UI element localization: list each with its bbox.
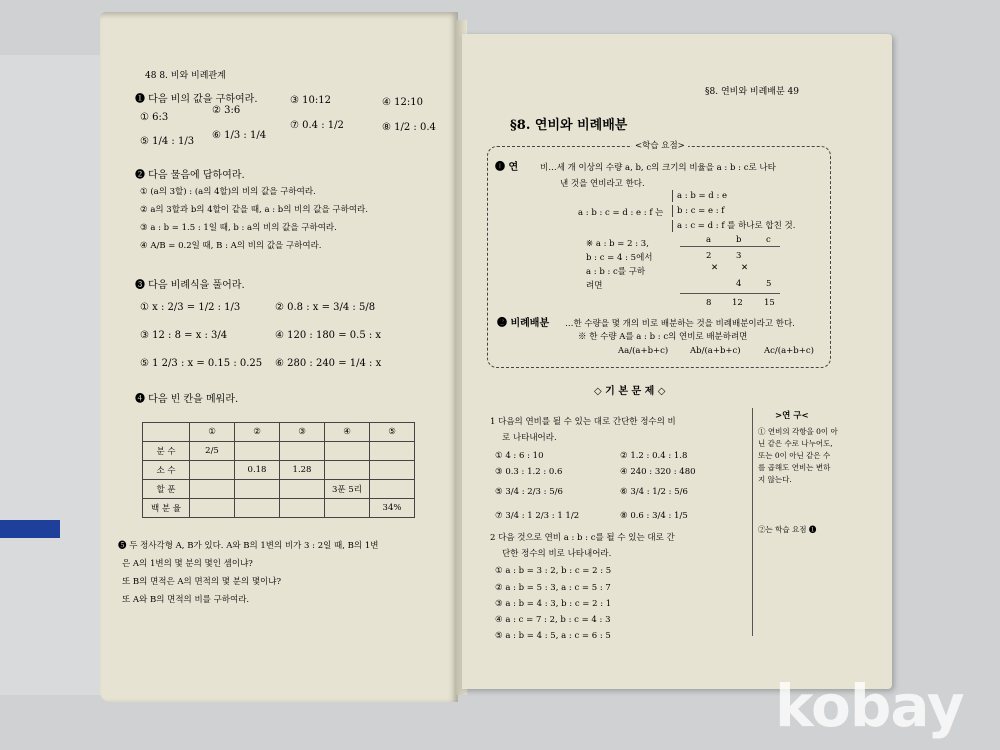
table-col-header: ⑤ — [370, 423, 415, 442]
exercise1-item: ③ 0.3 : 1.2 : 0.6 — [495, 467, 563, 477]
exercise2-item: ② a : b = 5 : 3, a : c = 5 : 7 — [495, 583, 611, 593]
table-corner — [143, 423, 190, 442]
q3-item: ⑥ 280 : 240 = 1/4 : x — [275, 358, 382, 369]
formula-rhs: b : c = e : f — [672, 205, 724, 217]
q3-item: ② 0.8 : x = 3/4 : 5/8 — [275, 302, 376, 313]
table-col-header: ④ — [325, 423, 370, 442]
table-cell — [325, 461, 370, 480]
table-cell — [280, 499, 325, 518]
exercise1-item: ⑥ 3/4 : 1/2 : 5/6 — [620, 487, 688, 497]
q3-item: ③ 12 : 8 = x : 3/4 — [140, 330, 228, 341]
q3-intro: ❸ 다음 비례식을 풀어라. — [135, 280, 245, 291]
exercise2-item: ① a : b = 3 : 2, b : c = 2 : 5 — [495, 566, 612, 576]
exercise1-line: 1 다음의 연비를 될 수 있는 대로 간단한 정수의 비 — [490, 417, 676, 427]
table-cell — [235, 499, 280, 518]
research-line: ① 연비의 각항을 0이 아 — [758, 427, 838, 436]
q2-line: ① (a의 3할) : (a의 4할)의 비의 값을 구하여라. — [140, 187, 316, 197]
exercise2-line: 2 다음 것으로 연비 a : b : c를 될 수 있는 대로 간 — [490, 533, 675, 543]
table-row — [143, 442, 415, 461]
diagram-cross-icon: ✕ — [741, 263, 749, 273]
diagram-result: 12 — [732, 298, 743, 308]
book-cover — [0, 55, 110, 695]
fill-table — [142, 422, 415, 518]
diagram-value: 2 — [706, 251, 712, 261]
q2-line: ② a의 3할과 b의 4할이 같을 때, a : b의 비의 값을 구하여라. — [140, 205, 368, 215]
q2-line: ④ A/B = 0.2일 때, B : A의 비의 값을 구하여라. — [140, 241, 322, 251]
example-line: b : c = 4 : 5에서 — [586, 253, 653, 263]
exercise1-item: ⑦ 3/4 : 1 2/3 : 1 1/2 — [495, 511, 580, 521]
cover-stripe — [0, 520, 60, 538]
table-header-row — [143, 423, 415, 442]
point2-text: …한 수량을 몇 개의 비로 배분하는 것을 비례배분이라고 한다. — [565, 319, 795, 329]
exercise2-line: 단한 정수의 비로 나타내어라. — [502, 549, 612, 559]
exercise2-item: ③ a : b = 4 : 3, b : c = 2 : 1 — [495, 599, 612, 609]
q1-item: ① 6:3 — [140, 112, 169, 123]
diagram-rule — [680, 293, 780, 294]
q1-item: ⑧ 1/2 : 0.4 — [382, 122, 436, 133]
table-row — [143, 499, 415, 518]
formula-lhs: a : b : c = d : e : f 는 — [578, 208, 664, 218]
table-cell: 34% — [370, 499, 415, 518]
exercise1-item: ④ 240 : 320 : 480 — [620, 467, 696, 477]
point2-frac: Aa/(a+b+c) — [618, 346, 669, 356]
diagram-label: b — [736, 235, 742, 245]
q3-item: ⑤ 1 2/3 : x = 0.15 : 0.25 — [140, 358, 263, 369]
exercise2-item: ④ a : c = 7 : 2, b : c = 4 : 3 — [495, 615, 611, 625]
q4-intro: ❹ 다음 빈 칸을 메워라. — [135, 394, 239, 405]
exercise1-item: ② 1.2 : 0.4 : 1.8 — [620, 451, 688, 461]
q1-item: ⑤ 1/4 : 1/3 — [140, 136, 195, 147]
table-row — [143, 461, 415, 480]
table-cell — [370, 480, 415, 499]
q1-item: ④ 12:10 — [382, 97, 423, 108]
table-cell — [235, 442, 280, 461]
q2-line: ③ a : b = 1.5 : 1일 때, b : a의 비의 값을 구하여라. — [140, 223, 337, 233]
exercise1-item: ⑤ 3/4 : 2/3 : 5/6 — [495, 487, 563, 497]
table-cell — [370, 461, 415, 480]
diagram-result: 15 — [764, 298, 775, 308]
research-line: 를 곱해도 연비는 변하 — [758, 463, 831, 472]
point1-head: ❶ 연 — [495, 162, 519, 173]
q5-line: 또 A와 B의 면적의 비를 구하여라. — [122, 595, 250, 605]
diagram-value: 4 — [736, 279, 742, 289]
watermark-logo: kobay — [775, 672, 964, 740]
q2-intro: ❷ 다음 물음에 답하여라. — [135, 170, 245, 181]
research-title: >연 구< — [775, 411, 809, 421]
research-note: ②는 학습 요점 ❶ — [758, 525, 817, 534]
diagram-label: c — [766, 235, 771, 245]
row-label: 백 분 율 — [143, 499, 190, 518]
row-label: 소 수 — [143, 461, 190, 480]
table-col-header: ① — [190, 423, 235, 442]
formula-rhs: a : b = d : e — [672, 190, 727, 202]
basic-problems-heading: ◇ 기 본 문 제 ◇ — [594, 386, 666, 397]
table-col-header: ③ — [280, 423, 325, 442]
example-line: ※ a : b = 2 : 3, — [586, 239, 649, 249]
q3-item: ① x : 2/3 = 1/2 : 1/3 — [140, 302, 241, 313]
example-line: 려면 — [586, 281, 603, 291]
diagram-value: 5 — [766, 279, 772, 289]
learning-points-label: <학습 요점> — [632, 140, 688, 152]
exercise2-item: ⑤ a : b = 4 : 5, a : c = 6 : 5 — [495, 631, 611, 641]
point1-text: 비…세 개 이상의 수량 a, b, c의 크기의 비율을 a : b : c로 나타 — [540, 163, 776, 173]
diagram-result: 8 — [706, 298, 712, 308]
table-cell: 3푼 5리 — [325, 480, 370, 499]
row-label: 할 푼 — [143, 480, 190, 499]
q1-item: ⑦ 0.4 : 1/2 — [290, 120, 344, 131]
exercise1-item: ① 4 : 6 : 10 — [495, 451, 544, 461]
q3-item: ④ 120 : 180 = 0.5 : x — [275, 330, 382, 341]
q5-line: 은 A의 1변의 몇 분의 몇인 셈이냐? — [122, 559, 253, 569]
exercise1-line: 로 나타내어라. — [502, 433, 557, 443]
table-cell — [190, 480, 235, 499]
table-cell — [280, 480, 325, 499]
point2-frac: Ac/(a+b+c) — [764, 346, 814, 356]
section-title: §8. 연비와 비례배분 — [510, 118, 628, 133]
q5-line: 또 B의 면적은 A의 면적의 몇 분의 몇이냐? — [122, 577, 282, 587]
table-row — [143, 480, 415, 499]
diagram-label: a — [706, 235, 712, 245]
q1-item: ② 3:6 — [212, 105, 241, 116]
table-cell — [190, 461, 235, 480]
q5-line: ❺ 두 정사각형 A, B가 있다. A와 B의 1변의 비가 3 : 2일 때, B의 1변 — [118, 541, 379, 551]
research-line: 지 않는다. — [758, 475, 792, 484]
table-cell — [325, 442, 370, 461]
diagram-cross-icon: ✕ — [711, 263, 719, 273]
research-line: 또는 0이 아닌 같은 수 — [758, 451, 831, 460]
point2-text: ※ 한 수량 A를 a : b : c의 연비로 배분하려면 — [578, 332, 748, 342]
table-cell: 2/5 — [190, 442, 235, 461]
diagram-rule — [680, 246, 780, 247]
left-page-header: 48 8. 비와 비례관계 — [145, 71, 226, 81]
row-label: 분 수 — [143, 442, 190, 461]
point2-frac: Ab/(a+b+c) — [690, 346, 741, 356]
exercise1-item: ⑧ 0.6 : 3/4 : 1/5 — [620, 511, 688, 521]
point1-text: 낸 것을 연비라고 한다. — [560, 179, 645, 189]
table-cell — [190, 499, 235, 518]
sidebar-divider — [752, 408, 753, 636]
right-page-header: §8. 연비와 비례배분 49 — [705, 87, 799, 97]
q1-item: ③ 10:12 — [290, 95, 331, 106]
table-col-header: ② — [235, 423, 280, 442]
table-cell — [325, 499, 370, 518]
table-cell — [370, 442, 415, 461]
example-line: a : b : c를 구하 — [586, 267, 646, 277]
research-line: 닌 같은 수로 나누어도, — [758, 439, 833, 448]
q1-intro: ❶ 다음 비의 값을 구하여라. — [135, 94, 258, 105]
table-cell: 1.28 — [280, 461, 325, 480]
q1-item: ⑥ 1/3 : 1/4 — [212, 130, 267, 141]
table-cell — [235, 480, 280, 499]
table-cell — [280, 442, 325, 461]
formula-rhs: a : c = d : f 를 하나로 합친 것. — [672, 220, 795, 232]
table-cell: 0.18 — [235, 461, 280, 480]
point2-head: ❷ 비례배분 — [497, 318, 550, 329]
diagram-value: 3 — [736, 251, 742, 261]
